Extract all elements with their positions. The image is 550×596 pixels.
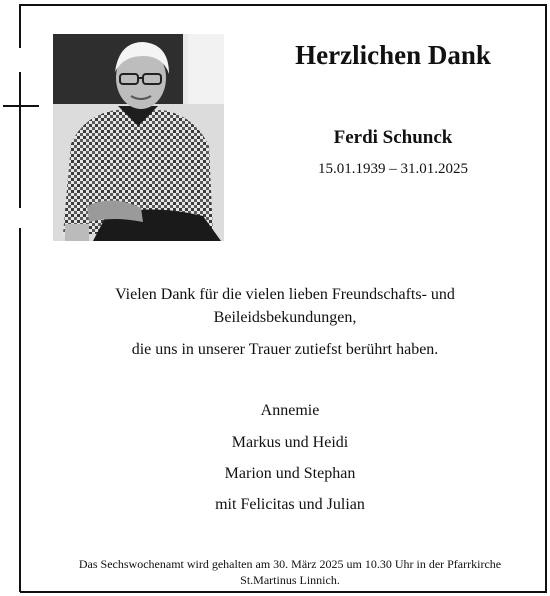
frame-border-left-upper — [19, 4, 21, 48]
footer-line-1: Das Sechswochenamt wird gehalten am 30. März 2025 um 10.30 Uhr in der Pfarrkirche — [78, 557, 502, 571]
signatory-3: Marion und Stephan — [224, 465, 356, 482]
cross-icon-horizontal — [3, 105, 39, 107]
frame-border-bottom — [20, 591, 547, 593]
signatory-1: Annemie — [260, 402, 320, 419]
deceased-name: Ferdi Schunck — [333, 127, 453, 148]
signatory-4: mit Felicitas und Julian — [215, 496, 365, 513]
signatory-2: Markus und Heidi — [231, 434, 349, 451]
footer-line-2: St.Martinus Linnich. — [240, 573, 340, 587]
frame-border-right — [545, 4, 547, 592]
message-line-3: die uns in unserer Trauer zutiefst berührt haben. — [131, 341, 439, 358]
frame-border-top — [20, 4, 546, 6]
life-dates: 15.01.1939 – 31.01.2025 — [318, 161, 468, 177]
frame-border-left-lower — [19, 228, 21, 592]
portrait-photo — [53, 34, 224, 241]
cross-icon-vertical — [19, 72, 21, 208]
message-line-2: Beileidsbekundungen, — [213, 309, 357, 326]
message-line-1: Vielen Dank für die vielen lieben Freundschafts- und — [115, 286, 455, 303]
heading-title: Herzlichen Dank — [295, 40, 491, 70]
